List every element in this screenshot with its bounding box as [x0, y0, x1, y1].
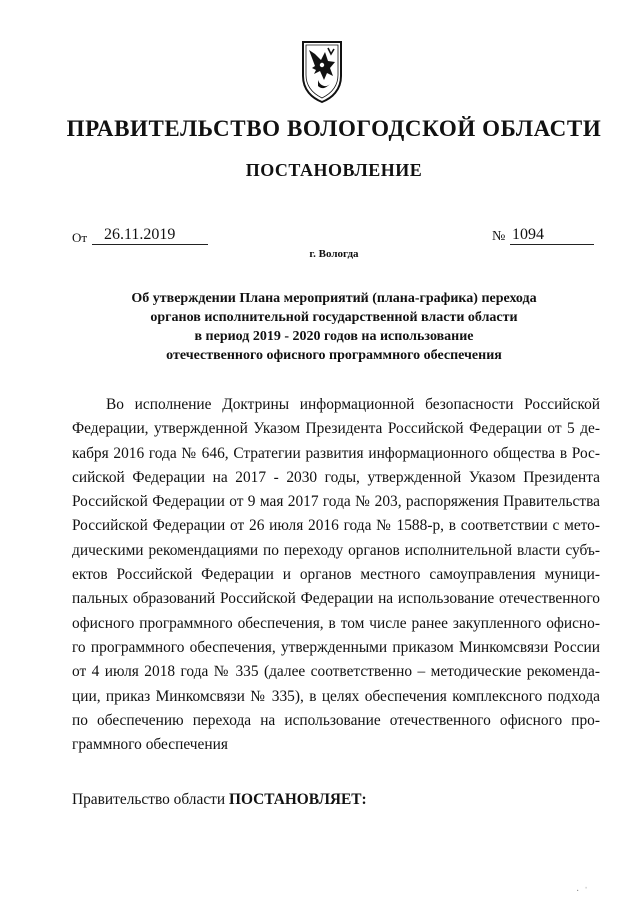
- city: г. Вологда: [309, 248, 359, 260]
- number-label: №: [492, 229, 506, 244]
- body-line: сийской Федерации на 2017 - 2030 годы, утвержденной Указом Президента: [72, 468, 600, 486]
- scan-marks: · ˈ: [576, 886, 588, 897]
- body-line: офисного программного обеспечения, в том числе ранее закупленного офисно-: [72, 614, 600, 632]
- document-type: ПОСТАНОВЛЕНИЕ: [245, 160, 423, 180]
- body-line: по обеспечению перехода на использование отечественного офисного про-: [72, 711, 600, 729]
- body-line: Во исполнение Доктрины информационной безопасности Российской: [106, 396, 600, 413]
- coat-of-arms-icon: [300, 40, 344, 104]
- subject-line: отечественного офисного программного обеспечения: [166, 348, 502, 363]
- body-line: го программного обеспечения, утвержденными приказом Минкомсвязи России: [72, 638, 600, 656]
- date-label: От: [72, 230, 88, 245]
- decree-statement: [72, 791, 367, 809]
- body-line: граммного обеспечения: [72, 736, 228, 754]
- subject-line: Об утверждении Плана мероприятий (плана-графика) перехода: [131, 291, 537, 306]
- body-line: ции, приказ Минкомсвязи № 335), в целях обеспечения комплексного подхода: [72, 687, 600, 705]
- decree-action: ПОСТАНОВЛЯЕТ:: [228, 791, 367, 808]
- government-title: ПРАВИТЕЛЬСТВО ВОЛОГОДСКОЙ ОБЛАСТИ: [66, 116, 602, 141]
- subject-line: в период 2019 - 2020 годов на использование: [194, 329, 474, 344]
- decree-prefix: Правительство области: [72, 791, 229, 808]
- document-subject: [90, 289, 578, 365]
- body-line: дическими рекомендациями по переходу органов исполнительной власти субъ-: [72, 541, 600, 559]
- document-date: 26.11.2019: [92, 226, 208, 245]
- body-line: от 4 июля 2018 года № 335 (далее соответственно – методические рекоменда-: [72, 663, 600, 681]
- body-line: кабря 2016 года № 646, Стратегии развития информационного общества в Рос-: [72, 444, 600, 462]
- body-line: Российской Федерации от 26 июля 2016 года № 1588-р, в соответствии с мето-: [72, 517, 600, 535]
- body-line: Федерации, утвержденной Указом Президента Российской Федерации от 5 де-: [72, 420, 600, 438]
- document-number: 1094: [510, 226, 594, 245]
- body-line: ектов Российской Федерации и органов местного самоуправления муници-: [72, 566, 600, 584]
- preamble-paragraph: [72, 393, 600, 757]
- subject-line: органов исполнительной государственной власти области: [150, 310, 518, 325]
- body-line: Российской Федерации от 9 мая 2017 года № 203, распоряжения Правительства: [72, 493, 600, 511]
- body-line: пальных образований Российской Федерации на использование отечественного: [72, 590, 600, 608]
